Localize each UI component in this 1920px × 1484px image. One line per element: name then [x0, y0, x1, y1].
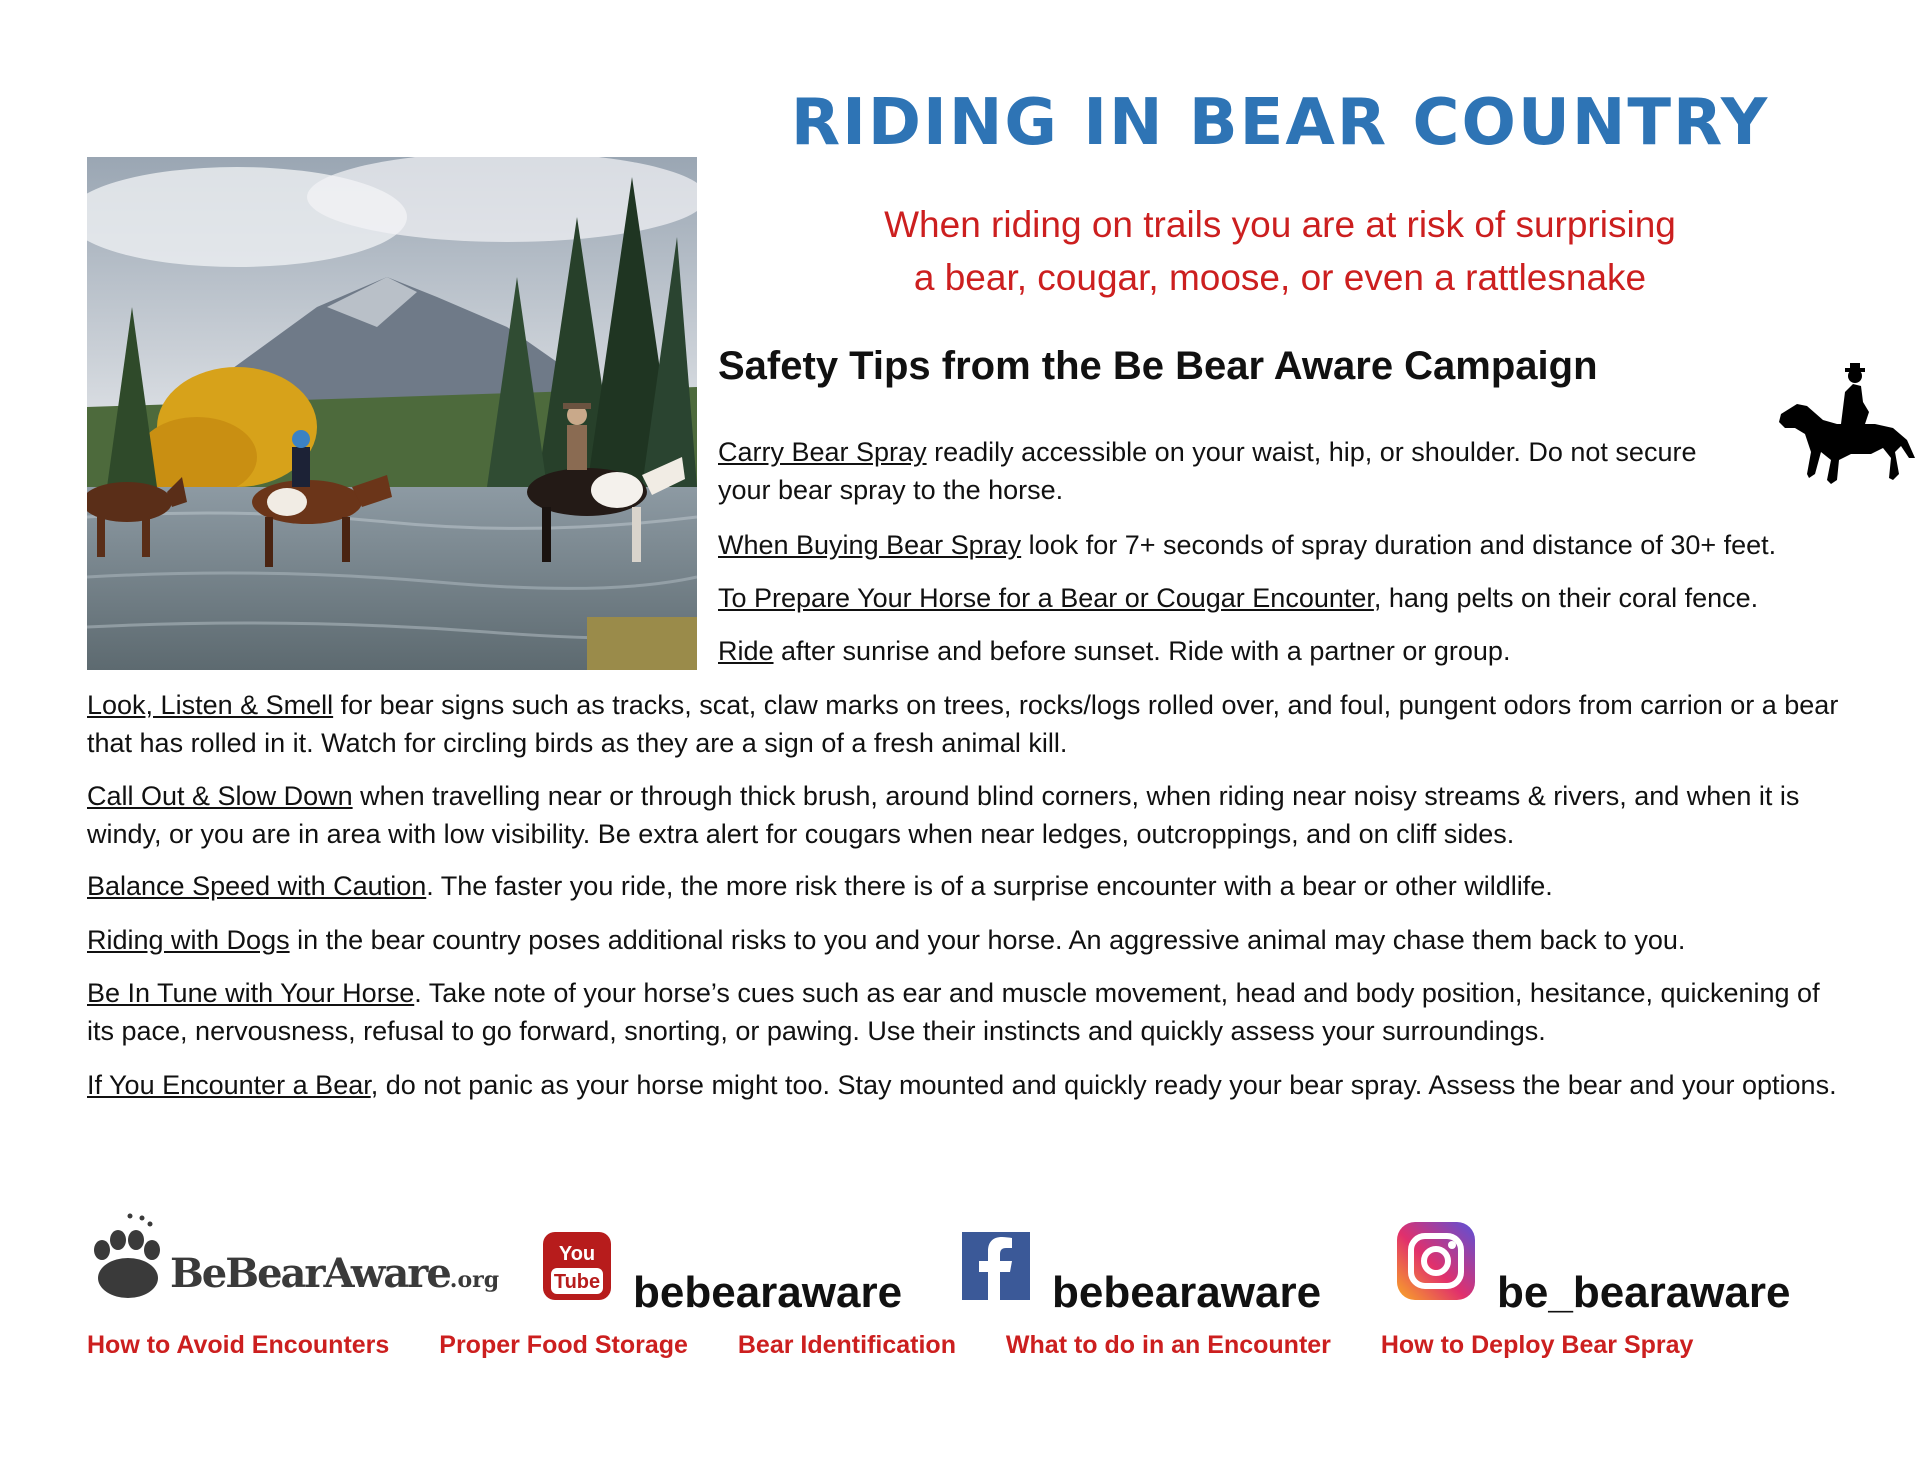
link-bear-identification[interactable]: Bear Identification: [737, 1331, 956, 1359]
tip-in-tune-with-horse: [87, 974, 1847, 1050]
tip-text: when travelling near or through thick brush, around blind corners, when riding near noisy streams & rivers, and when it is windy, or you are in area with low visibility. Be extra alert for cougars when near ledges, outcroppings, and on cliff sides.: [87, 781, 1800, 849]
footer-logos: [0, 1210, 1920, 1320]
logo-text: BeBearAware.org: [170, 1250, 500, 1297]
subtitle-line-1: When riding on trails you are at risk of surprising: [884, 204, 1676, 245]
horse-rider-silhouette-icon: [1775, 362, 1917, 490]
tip-key: Look, Listen & Smell: [87, 690, 334, 720]
svg-text:You: You: [558, 1243, 596, 1265]
link-how-to-avoid-encounters[interactable]: How to Avoid Encounters: [87, 1331, 390, 1359]
section-heading: Safety Tips from the Be Bear Aware Campaign: [718, 344, 1598, 388]
tip-key: Carry Bear Spray: [718, 437, 927, 467]
tip-key: Riding with Dogs: [87, 925, 290, 955]
tip-key: If You Encounter a Bear: [87, 1070, 371, 1100]
tip-call-out-slow-down: [87, 777, 1847, 853]
tip-text: in the bear country poses additional risks to you and your horse. An aggressive animal may chase them back to you.: [289, 925, 1686, 955]
tip-text: look for 7+ seconds of spray duration and distance of 30+ feet.: [1021, 530, 1777, 560]
bebearaware-logo[interactable]: [90, 1210, 500, 1310]
youtube-link[interactable]: [543, 1232, 923, 1317]
tip-ride: [718, 632, 1908, 670]
tip-prepare-horse: [718, 579, 1908, 617]
instagram-link[interactable]: [1397, 1232, 1817, 1317]
tip-key: When Buying Bear Spray: [718, 530, 1022, 560]
tip-carry-bear-spray: [718, 433, 1718, 509]
instagram-icon: [1397, 1222, 1475, 1300]
tip-balance-speed: [87, 867, 1867, 905]
link-what-to-do-in-encounter[interactable]: What to do in an Encounter: [1005, 1331, 1331, 1359]
subtitle: [800, 198, 1760, 304]
tip-text: . The faster you ride, the more risk there is of a surprise encounter with a bear or other wildlife.: [426, 871, 1553, 901]
tip-text: for bear signs such as tracks, scat, claw marks on trees, rocks/logs rolled over, and foul, pungent odors from carrion or a bear that has rolled in it. Watch for circling birds as they are a sign of a fresh animal kill.: [87, 690, 1839, 758]
tip-key: Balance Speed with Caution: [87, 871, 427, 901]
link-proper-food-storage[interactable]: Proper Food Storage: [439, 1331, 688, 1359]
riders-crossing-river-photo: [87, 157, 697, 670]
youtube-icon: [543, 1232, 611, 1300]
tip-key: Be In Tune with Your Horse: [87, 978, 415, 1008]
instagram-handle: be_bearaware: [1497, 1268, 1791, 1317]
facebook-icon: [962, 1232, 1030, 1300]
footer-links: [87, 1331, 1736, 1360]
facebook-link[interactable]: [962, 1232, 1342, 1317]
tip-text: , hang pelts on their coral fence.: [1373, 583, 1759, 613]
tip-buying-bear-spray: [718, 526, 1908, 564]
tip-text: , do not panic as your horse might too. Stay mounted and quickly ready your bear spray. Assess the bear and your options.: [370, 1070, 1837, 1100]
facebook-handle: bebearaware: [1052, 1268, 1322, 1317]
tip-text: after sunrise and before sunset. Ride with a partner or group.: [773, 636, 1511, 666]
tip-text: . Take note of your horse’s cues such as ear and muscle movement, head and body position, hesitance, quickening of its pace, nervousness, refusal to go forward, snorting, or pawing. Use their instincts and quickly assess your surroundings.: [87, 978, 1820, 1046]
subtitle-line-2: a bear, cougar, moose, or even a rattlesnake: [913, 257, 1647, 298]
link-how-to-deploy-bear-spray[interactable]: How to Deploy Bear Spray: [1380, 1331, 1694, 1359]
tip-look-listen-smell: [87, 686, 1847, 762]
tip-text: readily accessible on your waist, hip, or shoulder. Do not secure your bear spray to the horse.: [718, 437, 1697, 505]
svg-text:Tube: Tube: [553, 1271, 601, 1293]
tip-if-you-encounter: [87, 1066, 1847, 1104]
bear-paw-icon: [90, 1210, 170, 1310]
youtube-handle: bebearaware: [633, 1268, 903, 1317]
tip-key: Ride: [718, 636, 774, 666]
tip-riding-with-dogs: [87, 921, 1887, 959]
tip-key: Call Out & Slow Down: [87, 781, 353, 811]
tip-key: To Prepare Your Horse for a Bear or Cougar Encounter: [718, 583, 1374, 613]
page-title: RIDING IN BEAR COUNTRY: [790, 86, 1770, 160]
